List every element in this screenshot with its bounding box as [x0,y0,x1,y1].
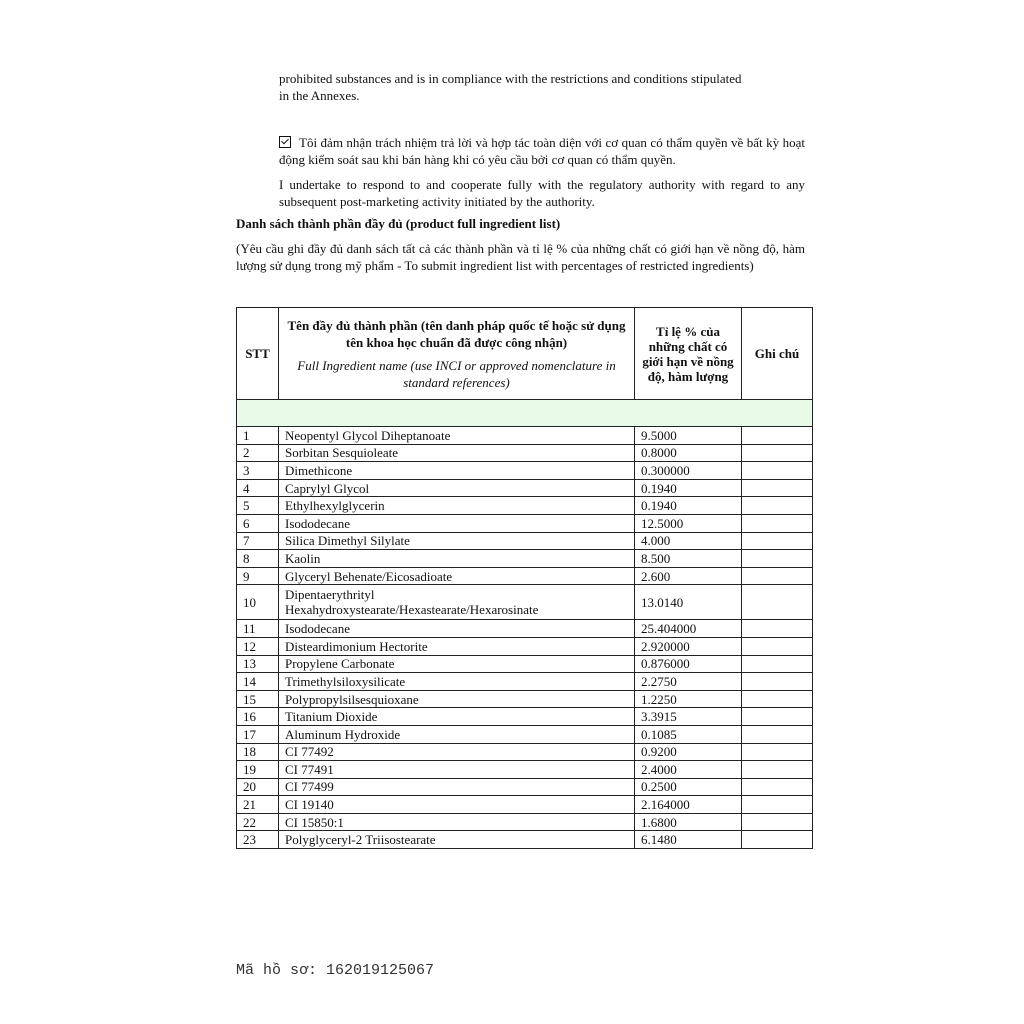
row-ingredient-name: Trimethylsiloxysilicate [279,673,635,691]
row-ingredient-name: Isododecane [279,620,635,638]
table-row [237,532,813,550]
row-ingredient-name: CI 77492 [279,743,635,761]
header-stt: STT [237,308,279,400]
row-percentage: 8.500 [635,550,742,568]
row-stt: 11 [237,620,279,638]
table-row [237,813,813,831]
row-stt: 13 [237,655,279,673]
row-ingredient-name: Polypropylsilsesquioxane [279,690,635,708]
row-ingredient-name: Aluminum Hydroxide [279,725,635,743]
row-percentage: 1.6800 [635,813,742,831]
row-stt: 7 [237,532,279,550]
row-percentage: 2.4000 [635,761,742,779]
row-note [742,725,813,743]
row-note [742,532,813,550]
row-note [742,778,813,796]
vi-commitment-text: Tôi đảm nhận trách nhiệm trả lời và hợp tác toàn diện với cơ quan có thẩm quyền về bất kỳ hoạt động kiểm soát sau khi bán hàng khi có yêu cầu bởi cơ quan có thẩm quyền. [279,135,805,167]
row-note [742,813,813,831]
table-row [237,778,813,796]
table-row [237,550,813,568]
row-note [742,761,813,779]
row-percentage: 2.2750 [635,673,742,691]
table-row [237,761,813,779]
row-stt: 5 [237,497,279,515]
row-ingredient-name-line-1: Dipentaerythrityl [285,587,375,603]
row-percentage: 25.404000 [635,620,742,638]
vi-commitment [279,134,805,168]
row-ingredient-name: Propylene Carbonate [279,655,635,673]
table-header-row [237,308,813,400]
row-note [742,585,813,620]
row-note [742,620,813,638]
row-stt: 19 [237,761,279,779]
row-note [742,673,813,691]
en-commitment: I undertake to respond to and cooperate fully with the regulatory authority with regard to any subsequent post-marketing activity initiated by the authority. [279,177,805,209]
table-row [237,497,813,515]
row-note [742,497,813,515]
row-percentage: 0.300000 [635,462,742,480]
ingredient-table [236,307,813,849]
row-stt: 20 [237,778,279,796]
row-note [742,690,813,708]
row-percentage: 0.1085 [635,725,742,743]
table-row [237,514,813,532]
requirement-note: (Yêu cầu ghi đầy đủ danh sách tất cả các thành phần và tỉ lệ % của những chất có giới hạn về nồng độ, hàm lượng sử dụng trong mỹ phẩm - To submit ingredient list with percentages of restricted ingredients) [236,241,805,273]
row-stt: 17 [237,725,279,743]
highlight-row [237,400,813,427]
row-ingredient-name-line-2: Hexahydroxystearate/Hexastearate/Hexarosinate [285,602,539,618]
row-note [742,514,813,532]
row-ingredient-name: Caprylyl Glycol [279,479,635,497]
row-percentage: 2.164000 [635,796,742,814]
row-percentage: 4.000 [635,532,742,550]
section-title: Danh sách thành phần đầy đủ (product full ingredient list) [236,216,561,231]
header-percentage: Tỉ lệ % của những chất có giới hạn về nồng độ, hàm lượng [635,308,742,400]
row-ingredient-name: Polyglyceryl-2 Triisostearate [279,831,635,849]
row-stt: 6 [237,514,279,532]
table-row [237,462,813,480]
header-name-en: Full Ingredient name (use INCI or approved nomenclature in standard references) [297,357,616,390]
row-stt: 14 [237,673,279,691]
table-row [237,796,813,814]
row-ingredient-name: Sorbitan Sesquioleate [279,444,635,462]
row-stt: 23 [237,831,279,849]
row-stt: 22 [237,813,279,831]
row-percentage: 13.0140 [635,585,742,620]
dossier-code: Mã hồ sơ: 162019125067 [236,962,435,979]
row-ingredient-name: CI 19140 [279,796,635,814]
table-row [237,708,813,726]
row-percentage: 0.9200 [635,743,742,761]
table-row [237,831,813,849]
row-note [742,655,813,673]
row-note [742,831,813,849]
row-stt: 10 [237,585,279,620]
row-note [742,462,813,480]
intro-line-2: in the Annexes. [279,88,360,103]
row-percentage: 9.5000 [635,427,742,445]
row-note [742,637,813,655]
row-stt: 12 [237,637,279,655]
row-ingredient-name: Dimethicone [279,462,635,480]
table-row [237,585,813,620]
header-name [279,308,635,400]
row-ingredient-name: Ethylhexylglycerin [279,497,635,515]
row-ingredient-name: CI 77491 [279,761,635,779]
row-percentage: 0.1940 [635,479,742,497]
row-stt: 3 [237,462,279,480]
row-percentage: 1.2250 [635,690,742,708]
table-row [237,690,813,708]
row-ingredient-name: CI 77499 [279,778,635,796]
checked-checkbox-icon [279,136,291,148]
row-note [742,479,813,497]
row-percentage: 0.1940 [635,497,742,515]
row-note [742,444,813,462]
row-ingredient-name: CI 15850:1 [279,813,635,831]
row-ingredient-name: Neopentyl Glycol Diheptanoate [279,427,635,445]
row-note [742,708,813,726]
row-stt: 18 [237,743,279,761]
row-percentage: 12.5000 [635,514,742,532]
row-note [742,550,813,568]
table-row [237,743,813,761]
row-percentage: 2.920000 [635,637,742,655]
table-row [237,567,813,585]
row-percentage: 6.1480 [635,831,742,849]
table-row [237,479,813,497]
row-stt: 4 [237,479,279,497]
row-stt: 9 [237,567,279,585]
row-percentage: 0.2500 [635,778,742,796]
row-note [742,567,813,585]
intro-line-1: prohibited substances and is in compliance with the restrictions and conditions stipulated [279,71,742,86]
header-note: Ghi chú [742,308,813,400]
row-stt: 2 [237,444,279,462]
table-row [237,725,813,743]
table-row [237,620,813,638]
row-percentage: 0.8000 [635,444,742,462]
row-percentage: 0.876000 [635,655,742,673]
row-ingredient-name: Glyceryl Behenate/Eicosadioate [279,567,635,585]
row-ingredient-name: Isododecane [279,514,635,532]
row-percentage: 3.3915 [635,708,742,726]
row-stt: 1 [237,427,279,445]
row-ingredient-name: Silica Dimethyl Silylate [279,532,635,550]
row-note [742,743,813,761]
row-ingredient-name: Kaolin [279,550,635,568]
row-ingredient-name: Disteardimonium Hectorite [279,637,635,655]
row-stt: 16 [237,708,279,726]
row-stt: 21 [237,796,279,814]
table-row [237,427,813,445]
table-row [237,655,813,673]
row-note [742,427,813,445]
table-row [237,444,813,462]
table-row [237,673,813,691]
row-note [742,796,813,814]
row-percentage: 2.600 [635,567,742,585]
table-row [237,637,813,655]
header-name-vi: Tên đầy đủ thành phần (tên danh pháp quốc tế hoặc sử dụng tên khoa học chuẩn đã được công nhận) [287,317,626,350]
row-stt: 8 [237,550,279,568]
row-stt: 15 [237,690,279,708]
row-ingredient-name: Titanium Dioxide [279,708,635,726]
row-ingredient-name [279,585,635,620]
